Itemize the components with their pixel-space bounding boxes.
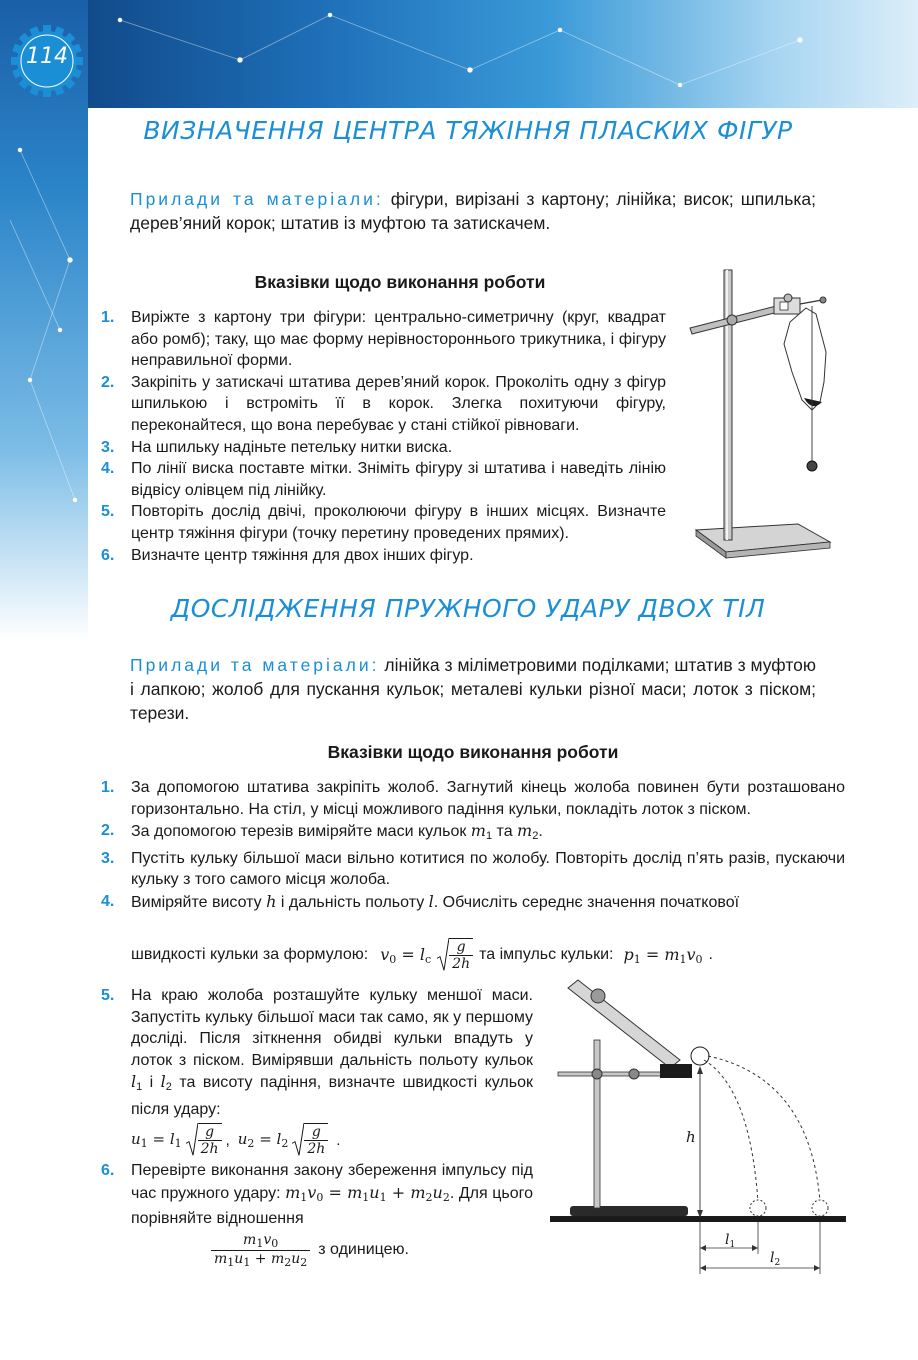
list-item: 5. На краю жолоба розташуйте кульку меншої маси. Запустіть кульку більшої маси так само, як у першому досліді. Після зіткнення обидві кульки впадуть у лоток з піском. Вимірявши дальність польоту кульок $l_1$ і $l_2$ та висоту падіння, визначте швидкості кульок після удару: <box>101 987 533 1118</box>
page-number: 114 <box>26 44 68 69</box>
list-item: 2. Закріпіть у затискачі штатива дерев’яний корок. Проколіть одну з фігур шпилькою і встроміть її в корок. Злегка похитуючи фігуру, переконайтеся, що вона перебуває у стані стійкої рівноваги. <box>101 373 666 434</box>
list-item: 5. Повторіть дослід двічі, проколюючи фігуру в інших місцях. Визначте центр тяжіння фігури (точку перетину проведених прямих). <box>101 503 666 542</box>
materials-text: фігури, вирізані з картону; лінійка; висок; шпилька; дерев’яний корок; штатив із муфтою та затискачем. <box>130 189 816 233</box>
section1-steps <box>101 307 666 566</box>
sqrt-g-2h: $\frac{g}{2h}$ <box>437 938 473 972</box>
list-item: 1. Виріжте з картону три фігури: центрально-симетричну (круг, квадрат або ромб); таку, що має форму нерівностороннього трикутника, і фігуру неправильної форми. <box>101 309 666 370</box>
label-l1: $l_1$ <box>725 1232 736 1250</box>
after-impact-velocities: $u_1 = l_1$ $\frac{g}{2h}$ , $u_2 = l_2$ $\frac{g}{2h}$ . <box>131 1124 341 1157</box>
materials-text: лінійка з міліметровими поділками; штатив з муфтою і лапкою; жолоб для пускання кульок; металеві кульки різної маси; лоток з піском; терези. <box>130 655 816 723</box>
list-item: 6. Перевірте виконання закону збереження імпульсу під час пружного удару: $m_1v_0 = m_1u_1 + m_2u_2$. Для цього порівняйте відношення <box>101 1162 533 1228</box>
stand-plumb-figure <box>688 262 838 562</box>
list-item: 1. За допомогою штатива закріпіть жолоб. Загнутий кінець жолоба повинен бути розташовано горизонтально. На стіл, у місці можливого падіння кульки, покладіть лоток з піском. <box>101 779 845 818</box>
label-h: h <box>686 1128 696 1146</box>
section1-materials <box>130 187 816 235</box>
materials-lead: Прилади та матеріали: <box>130 189 384 209</box>
label-l2: $l_2$ <box>770 1250 781 1268</box>
section2-title: ДОСЛІДЖЕННЯ ПРУЖНОГО УДАРУ ДВОХ ТІЛ <box>170 594 766 623</box>
materials-lead: Прилади та матеріали: <box>130 655 380 675</box>
sqrt-g-2h: $\frac{g}{2h}$ <box>186 1123 222 1157</box>
list-item: 3. На шпильку надіньте петельку нитки виска. <box>101 438 453 456</box>
section2-step6 <box>101 1160 533 1230</box>
section1-instructions-heading: Вказівки щодо виконання роботи <box>254 272 546 292</box>
list-item: 6. Визначте центр тяжіння для двох інших фігур. <box>101 546 474 564</box>
list-item: 3. Пустіть кульку більшої маси вільно котитися по жолобу. Повторіть дослід п’ять разів, пускаючи кульку з того самого місця жолоба. <box>101 849 845 889</box>
list-item: 4. Виміряйте висоту h і дальність польоту l. Обчисліть середнє значення початкової <box>101 891 740 911</box>
section2-steps-top <box>101 777 845 914</box>
section2-materials <box>130 653 816 725</box>
momentum-ratio-line: $\frac{m_1v_0}{m_1u_1 + m_2u_2}$ з одиницею. <box>131 1226 531 1274</box>
section2-instructions-heading: Вказівки щодо виконання роботи <box>327 742 619 762</box>
section2-steps-bottom <box>101 985 533 1121</box>
velocity-formula-line: швидкості кульки за формулою: $v_0 = l_c$ $\frac{g}{2h}$ та імпульс кульки: $p_1 = m_1v_0$ . <box>131 939 713 972</box>
section1-title: ВИЗНАЧЕННЯ ЦЕНТРА ТЯЖІННЯ ПЛАСКИХ ФІГУР <box>143 116 793 145</box>
list-item: 2. За допомогою терезів виміряйте маси кульок $m_1$ та $m_2$. <box>101 821 543 843</box>
list-item: 4. По лінії виска поставте мітки. Зніміть фігуру зі штатива і наведіть лінію відвісу олівцем під лінійку. <box>101 460 666 499</box>
elastic-collision-figure <box>550 978 850 1278</box>
momentum-ratio: $\frac{m_1v_0}{m_1u_1 + m_2u_2}$ <box>211 1232 310 1269</box>
sqrt-g-2h: $\frac{g}{2h}$ <box>292 1123 328 1157</box>
